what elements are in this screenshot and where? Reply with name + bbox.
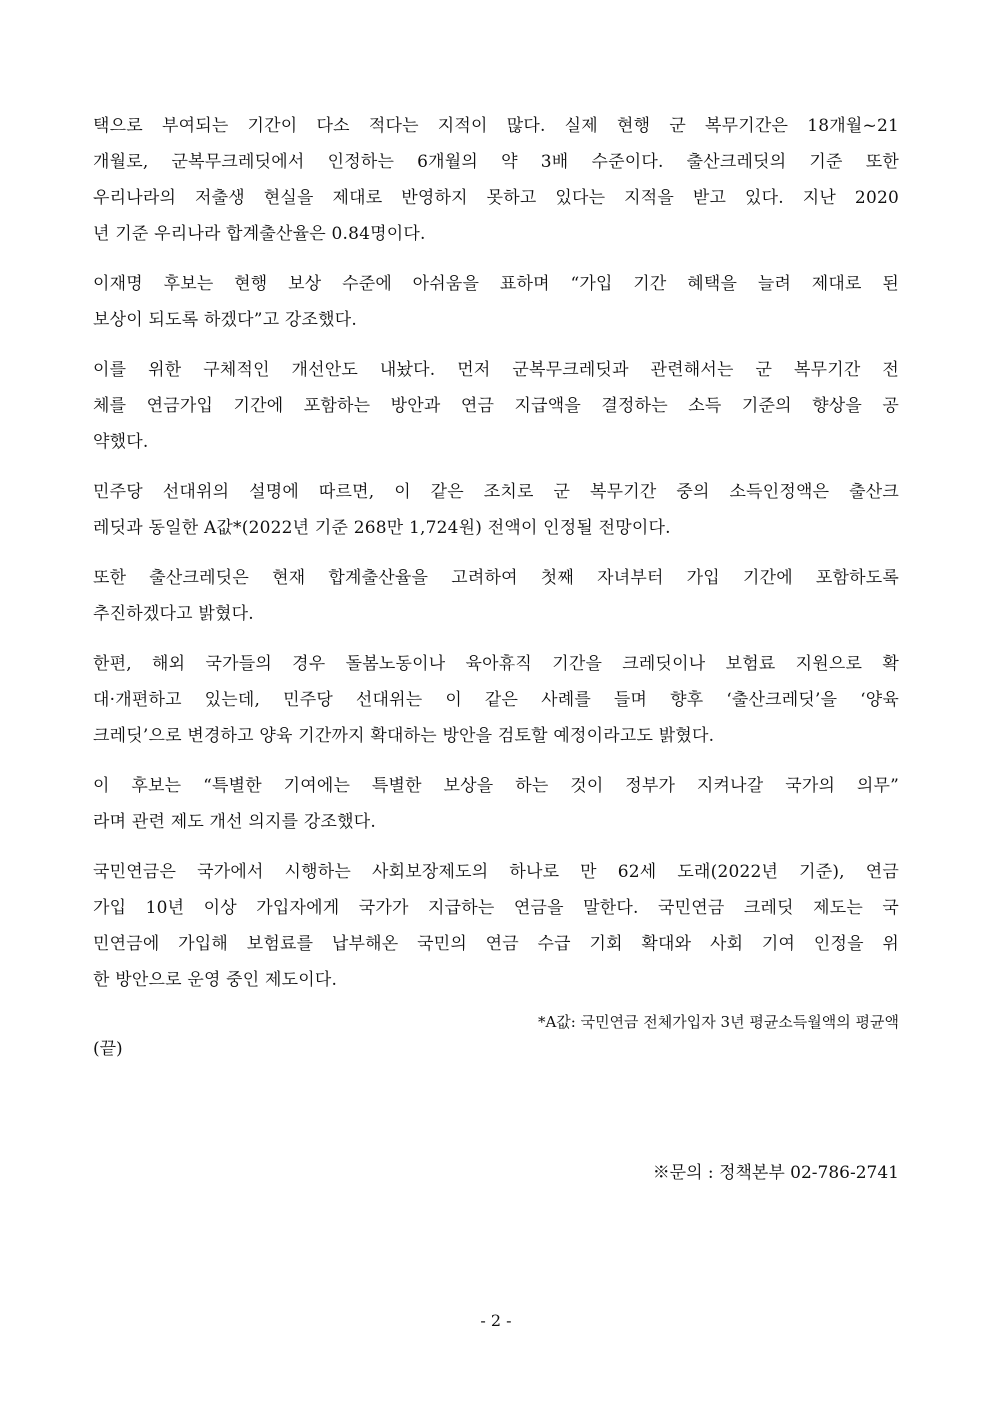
- paragraph-line: 약했다.: [93, 432, 149, 452]
- contact-info: ※문의 : 정책본부 02-786-2741: [652, 1163, 899, 1183]
- paragraph: [93, 474, 899, 546]
- paragraph-line: 레딧과 동일한 A값*(2022년 기준 268만 1,724원) 전액이 인정될 전망이다.: [93, 518, 671, 538]
- paragraph-line: 이 후보는 “특별한 기여에는 특별한 보상을 하는 것이 정부가 지켜나갈 국가의 의무”: [93, 776, 899, 796]
- paragraph-line: 개월로, 군복무크레딧에서 인정하는 6개월의 약 3배 수준이다. 출산크레딧의 기준 또한: [93, 152, 899, 172]
- paragraph: [93, 854, 899, 998]
- paragraph-line: 택으로 부여되는 기간이 다소 적다는 지적이 많다. 실제 현행 군 복무기간은 18개월~21: [93, 116, 899, 136]
- end-mark: (끝): [93, 1039, 123, 1059]
- paragraph-line: 크레딧’으로 변경하고 양육 기간까지 확대하는 방안을 검토할 예정이라고도 밝혔다.: [93, 726, 715, 746]
- paragraph-line: 보상이 되도록 하겠다”고 강조했다.: [93, 310, 358, 330]
- paragraph-line: 또한 출산크레딧은 현재 합계출산율을 고려하여 첫째 자녀부터 가입 기간에 포함하도록: [93, 568, 899, 588]
- footnote: *A값: 국민연금 전체가입자 3년 평균소득월액의 평균액: [537, 1013, 899, 1031]
- paragraph-line: 민주당 선대위의 설명에 따르면, 이 같은 조치로 군 복무기간 중의 소득인정액은 출산크: [93, 482, 899, 502]
- paragraph: [93, 646, 899, 754]
- paragraph-line: 국민연금은 국가에서 시행하는 사회보장제도의 하나로 만 62세 도래(2022년 기준), 연금: [93, 862, 899, 882]
- paragraph: [93, 352, 899, 460]
- paragraph-line: 추진하겠다고 밝혔다.: [93, 604, 254, 624]
- paragraph-line: 년 기준 우리나라 합계출산율은 0.84명이다.: [93, 224, 426, 244]
- paragraph-list: [93, 108, 899, 998]
- paragraph: [93, 768, 899, 840]
- paragraph-line: 우리나라의 저출생 현실을 제대로 반영하지 못하고 있다는 지적을 받고 있다. 지난 2020: [93, 188, 899, 208]
- page-number: - 2 -: [480, 1311, 512, 1330]
- paragraph-line: 대·개편하고 있는데, 민주당 선대위는 이 같은 사례를 들며 향후 ‘출산크레딧’을 ‘양육: [93, 690, 899, 710]
- paragraph-line: 한편, 해외 국가들의 경우 돌봄노동이나 육아휴직 기간을 크레딧이나 보험료 지원으로 확: [93, 654, 899, 674]
- paragraph: [93, 560, 899, 632]
- paragraph-line: 라며 관련 제도 개선 의지를 강조했다.: [93, 812, 376, 832]
- paragraph-line: 이를 위한 구체적인 개선안도 내놨다. 먼저 군복무크레딧과 관련해서는 군 복무기간 전: [93, 360, 899, 380]
- document-body: [93, 108, 899, 1062]
- paragraph-line: 가입 10년 이상 가입자에게 국가가 지급하는 연금을 말한다. 국민연금 크레딧 제도는 국: [93, 898, 899, 918]
- paragraph: [93, 108, 899, 252]
- paragraph: [93, 266, 899, 338]
- paragraph-line: 민연금에 가입해 보험료를 납부해온 국민의 연금 수급 기회 확대와 사회 기여 인정을 위: [93, 934, 899, 954]
- paragraph-line: 체를 연금가입 기간에 포함하는 방안과 연금 지급액을 결정하는 소득 기준의 향상을 공: [93, 396, 899, 416]
- paragraph-line: 이재명 후보는 현행 보상 수준에 아쉬움을 표하며 “가입 기간 혜택을 늘려 제대로 된: [93, 274, 899, 294]
- paragraph-line: 한 방안으로 운영 중인 제도이다.: [93, 970, 338, 990]
